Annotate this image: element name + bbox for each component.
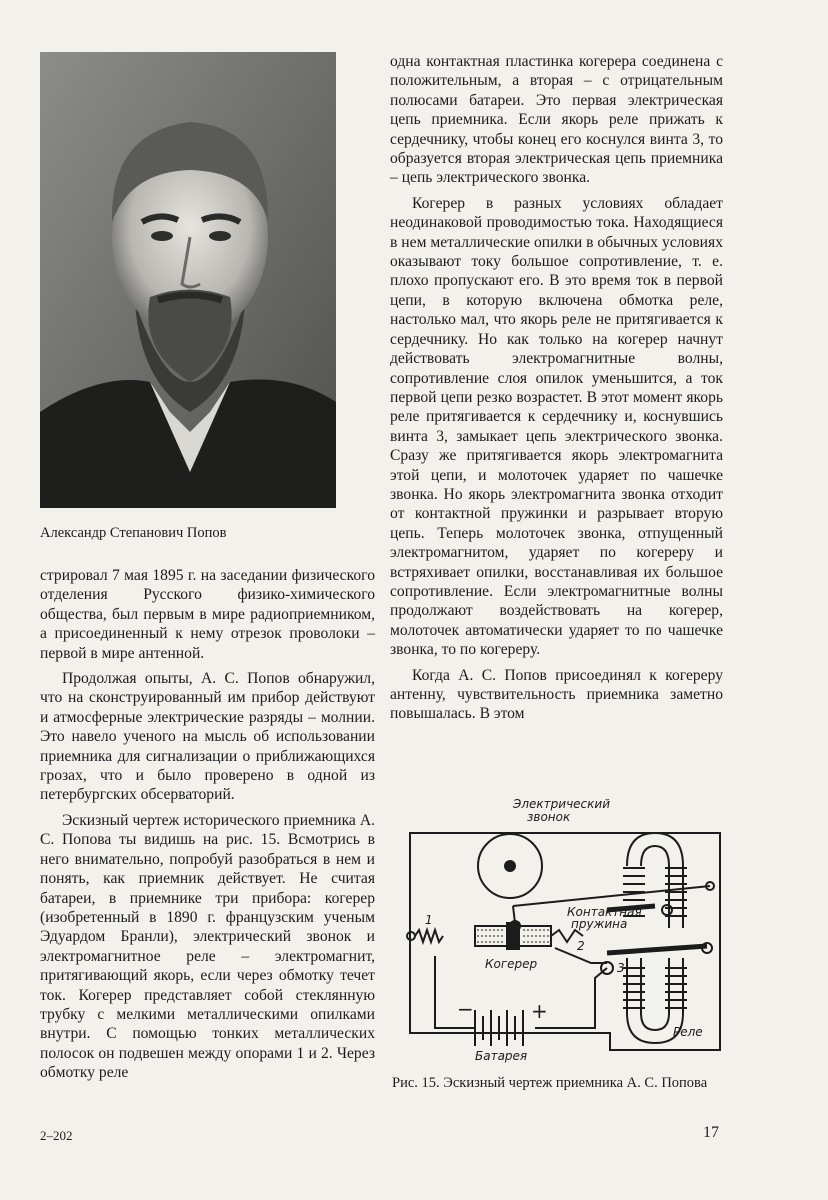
signature-mark: 2–202 bbox=[40, 1128, 73, 1143]
spring-label-2: пружина bbox=[571, 917, 628, 931]
battery-label: Батарея bbox=[475, 1049, 528, 1063]
minus-sign: − bbox=[457, 997, 474, 1021]
hammer-arm bbox=[513, 886, 710, 906]
relay-armature bbox=[607, 946, 707, 953]
relay-label: Реле bbox=[673, 1025, 703, 1039]
plus-sign: + bbox=[531, 999, 548, 1023]
coherer-label: Когерер bbox=[485, 957, 538, 971]
bell-label-2: звонок bbox=[527, 810, 571, 824]
portrait-photo bbox=[40, 52, 336, 508]
bell-label: Электрический bbox=[513, 797, 611, 811]
battery bbox=[475, 1010, 523, 1046]
label-2: 2 bbox=[577, 939, 585, 953]
portrait-caption: Александр Степанович Попов bbox=[40, 525, 227, 541]
paragraph: Когерер в разных условиях обладает неодинаковой проводимостью тока. Находящиеся в нем металлические опилки в обычных условиях оказывают току большое сопротивление, т. е. плохо пропускают его. В это время ток в первой цепи, в которую включена обмотка реле, настолько мал, что якорь реле не притягивается к сердечнику. Но как только на когерер начнут действовать электромагнитные волны, сопротивление слоя опилок уменьшится, а ток первой цепи резко возрастет. В этот момент якорь реле притягивается к сердечнику и, коснувшись винта 3, замыкает цепь электрического звонка. Сразу же притягивается якорь электромагнита этой цепи, и молоточек ударяет по чашечке звонка. Но якорь электромагнита звонка отходит от контактной пружинки и разрывает вторую цепь. Теперь молоточек звонка, отпущенный электромагнитом, ударяет по когереру и встряхивает опилки, восстанавливая их большое сопротивление. Если электромагнитные волны продолжают воздействовать на когерер, молоточек автоматически ударяет то по чашечке звонка, то по когереру. bbox=[390, 194, 723, 659]
paragraph: стрировал 7 мая 1895 г. на заседании физического отделения Русского физико-химического общества, был первым в мире радиоприемником, а присоединенный к нему отрезок проволоки – первой в мире антенной. bbox=[40, 567, 375, 662]
paragraph: Эскизный чертеж исторического приемника А. С. Попова ты видишь на рис. 15. Всмотрись в него внимательно, попробуй разобраться в нем и понять, как приемник действует. Не считая батареи, в приемнике три прибора: когерер (изобретенный в 1890 г. французским ученым Эдуардом Бранли), электрический звонок и электромагнитное реле – электромагнит, притягивающий якорь, если через обмотку течет ток. Когерер представляет собой стеклянную трубку с мелкими металлическими опилками внутри. С помощью тонких металлических полосок он подвешен между опорами 1 и 2. Через обмотку реле bbox=[40, 811, 375, 1082]
right-column bbox=[390, 52, 723, 724]
label-3: 3 bbox=[617, 961, 625, 975]
left-column bbox=[40, 566, 375, 1083]
label-1: 1 bbox=[425, 913, 433, 927]
page-number: 17 bbox=[703, 1124, 719, 1141]
paragraph: одна контактная пластинка когерера соединена с положительным, а вторая – с отрицательным полюсами батареи. Это первая электрическая цепь приемника. Если якорь реле прижать к сердечнику, чтобы конец его коснулся винта 3, то образуется вторая электрическая цепь приемника – цепь электрического звонка. bbox=[390, 53, 723, 187]
spring-label: Контактная bbox=[567, 905, 642, 919]
receiver-diagram bbox=[395, 788, 725, 1068]
antenna-wire bbox=[415, 930, 443, 942]
paragraph: Продолжая опыты, А. С. Попов обнаружил, что на сконструированный им прибор действуют и атмосферные электрические разряды – молнии. Это навело ученого на мысль об использовании приемника для сигнализации о приближающихся грозах, что и было проверено в одной из петербургских обсерваторий. bbox=[40, 670, 375, 804]
paragraph: Когда А. С. Попов присоединял к когереру антенну, чувствительность приемника заметно повышалась. В этом bbox=[390, 666, 723, 723]
figure-caption: Рис. 15. Эскизный чертеж приемника А. С. Попова bbox=[392, 1075, 708, 1091]
